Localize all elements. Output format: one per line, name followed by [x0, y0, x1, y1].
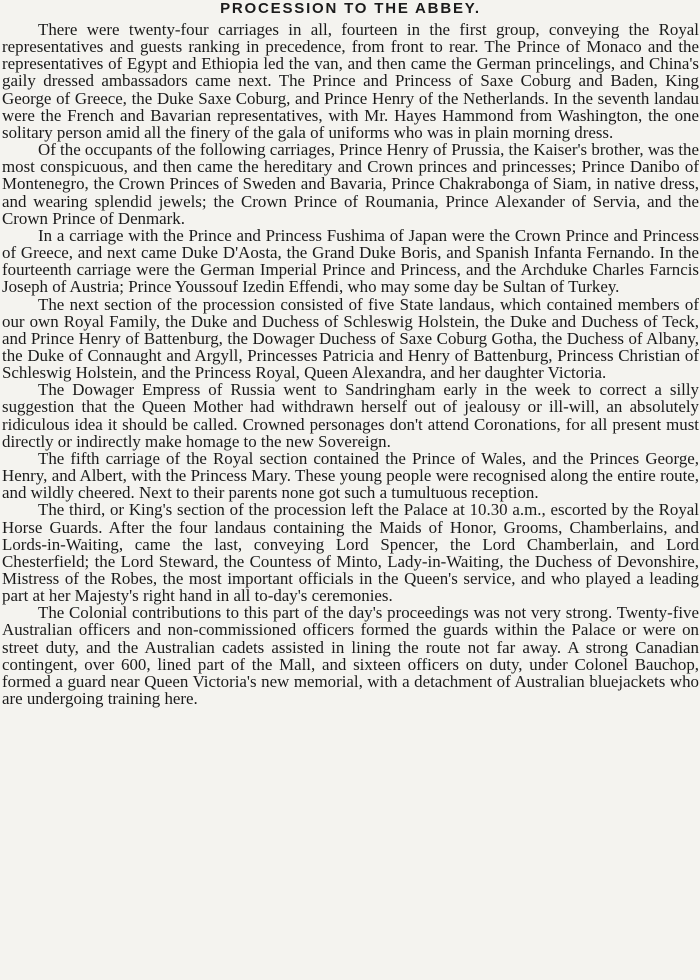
- paragraph-fushima-carriage: In a carriage with the Prince and Princess Fushima of Japan were the Crown Prince and Princess of Greece, and next came Duke D'Aosta, the Grand Duke Boris, and Spanish Infanta Fernando. In the fourteenth carriage were the German Imperial Prince and Princess, and the Archduke Charles Farncis Joseph of Austria; Prince Youssouf Izedin Effendi, who may some day be Sultan of Turkey.: [2, 225, 699, 297]
- paragraph-fifth-carriage: The fifth carriage of the Royal section contained the Prince of Wales, and the Princes George, Henry, and Albert, with the Princess Mary. These young people were recognised along the entire route, and wildly cheered. Next to their parents none got such a tumultuous reception.: [2, 448, 699, 503]
- paragraph-state-landaus: The next section of the procession consisted of five State landaus, which contained members of our own Royal Family, the Duke and Duchess of Schleswig Holstein, the Duke and Duchess of Teck, and Prince Henry of Battenburg, the Dowager Duchess of Saxe Coburg Gotha, the Duchess of Albany, the Duke of Connaught and Argyll, Princesses Patricia and Henry of Battenburg, Princess Christian of Schleswig Holstein, and the Princess Royal, Queen Alexandra, and her daughter Victoria.: [2, 294, 699, 383]
- paragraph-colonial-contributions: The Colonial contributions to this part of the day's proceedings was not very strong. Twenty-five Australian officers and non-commissioned officers formed the guards within the Palace or were on street duty, and the Australian cadets assisted in lining the route not far away. A strong Canadian contingent, over 600, lined part of the Mall, and sixteen officers on duty, under Colonel Bauchop, formed a guard near Queen Victoria's new memorial, with a detachment of Australian bluejackets who are undergoing training here.: [2, 603, 699, 709]
- article-body: [2, 21, 699, 707]
- paragraph-dowager-empress: The Dowager Empress of Russia went to Sandringham early in the week to correct a silly suggestion that the Queen Mother had withdrawn herself out of jealousy or ill-will, an absolutely ridiculous idea it should be called. Crowned personages don't attend Coronations, for all present must directly or indirectly make homage to the new Sovereign.: [2, 380, 699, 451]
- paragraph-kings-section: The third, or King's section of the procession left the Palace at 10.30 a.m., escorted by the Royal Horse Guards. After the four landaus containing the Maids of Honor, Grooms, Chamberlains, and Lords-in-Waiting, came the last, conveying Lord Spencer, the Lord Chamberlain, and Lord Chesterfield; the Lord Steward, the Countess of Minto, Lady-in-Waiting, the Duchess of Devonshire, Mistress of the Robes, the most important officials in the Queen's service, and who played a leading part at her Majesty's right hand in all to-day's ceremonies.: [2, 500, 699, 606]
- paragraph-carriages: There were twenty-four carriages in all, fourteen in the first group, conveying the Royal representatives and guests ranking in precedence, from front to rear. The Prince of Monaco and the representatives of Egypt and Ethiopia led the van, and then came the German princelings, and China's gaily dressed ambassadors came next. The Prince and Princess of Saxe Coburg and Baden, King George of Greece, the Duke Saxe Coburg, and Prince Henry of the Netherlands. In the seventh landau were the French and Bavarian representatives, with Mr. Hayes Hammond from Washington, the one solitary person amid all the finery of the gala of uniforms who was in plain morning dress.: [2, 20, 699, 142]
- article-headline: PROCESSION TO THE ABBEY.: [220, 0, 481, 17]
- paragraph-following-carriages: Of the occupants of the following carriages, Prince Henry of Prussia, the Kaiser's brother, was the most conspicuous, and then came the hereditary and Crown princes and princesses; Prince Danibo of Montenegro, the Crown Princes of Sweden and Bavaria, Prince Chakrabonga of Siam, in native dress, and wearing splendid jewels; the Crown Prince of Roumania, Prince Alexander of Servia, and the Crown Prince of Denmark.: [2, 140, 699, 228]
